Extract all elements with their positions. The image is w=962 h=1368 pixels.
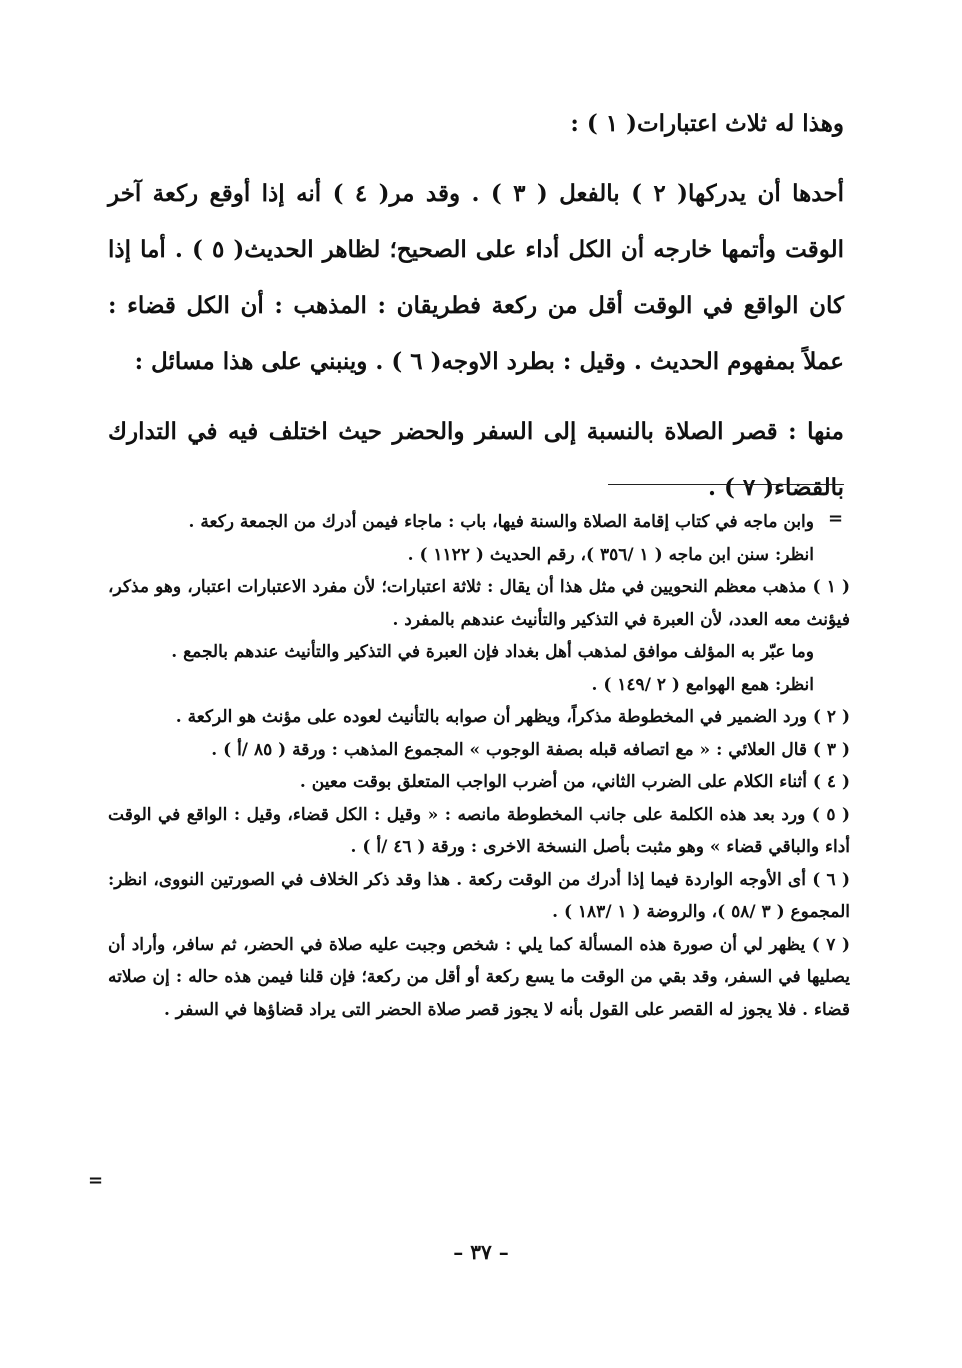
footnote-6: ( ٦ ) أى الأوجه الواردة فيما إذا أدرك من الوقت ركعة . هذا وقد ذكر الخلاف في الصورتين النووى، انظر: المجموع ( ٣ /٥٨ )، والروضة ( ١ /١٨٣ ) .	[108, 869, 850, 922]
footnote-1-reference: انظر: همع الهوامع ( ٢ /١٤٩ ) .	[591, 674, 814, 695]
footnotes	[108, 506, 850, 1026]
footnote-continued-line-2: انظر: سنن ابن ماجه ( ١ /٣٥٦ )، رقم الحديث ( ١١٢٢ ) .	[407, 544, 814, 565]
footnote-2: ( ٢ ) ورد الضمير في المخطوطة مذكراً، ويظهر أن صوابه بالتأنيث لعوده على مؤنث هو الركعة .	[175, 707, 850, 727]
footnote-5: ( ٥ ) ورد بعد هذه الكلمة على جانب المخطوطة مانصه : « وقيل : الكل قضاء، وقيل : الواقع في الوقت أداء والباقي قضاء » وهو مثبت بأصل النسخة الاخرى : ورقة ( ٤٦ /أ ) .	[108, 804, 850, 857]
paragraph-first-consideration: أحدها أن يدركها( ٢ ) بالفعل ( ٣ ) . وقد مر( ٤ ) أنه إذا أوقع ركعة آخر الوقت وأتمها خارجه أن الكل أداء على الصحيح؛ لظاهر الحديث( ٥ ) . أما إذا كان الواقع في الوقت أقل من ركعة فطريقان : المذهب : أن الكل قضاء : عملاً بمفهوم الحديث . وقيل : بطرد الاوجه( ٦ ) . وينبني على هذا مسائل :	[108, 180, 844, 375]
footnote-divider	[608, 484, 844, 485]
footnote-7: ( ٧ ) يظهر لي أن صورة هذه المسألة كما يلي : شخص وجبت عليه صلاة في الحضر، ثم سافر، وأراد أن يصليها في السفر، وقد بقي من الوقت ما يسع ركعة أو أقل من ركعة؛ فإن قلنا فيمن هذه حاله : إن صلاته قضاء . فلا يجوز له القصر على القول بأنه لا يجوز قصر صلاة الحضر التى يراد قضاؤها في السفر .	[108, 934, 850, 1020]
footnote-4: ( ٤ ) أثناء الكلام على الضرب الثاني، من أضرب الواجب المتعلق بوقت معين .	[299, 772, 850, 792]
page-number: – ٣٧ –	[453, 1240, 509, 1264]
continuation-mark-top: =	[828, 508, 844, 529]
footnote-3: ( ٣ ) قال العلائي : « مع اتصافه قبله بصفة الوجوب » المجموع المذهب : ورقة ( ٨٥ /أ ) .	[211, 739, 850, 760]
continuation-mark-bottom: =	[88, 1170, 104, 1191]
main-text	[108, 96, 844, 516]
intro-line: وهذا له ثلاث اعتبارات( ١ ) :	[570, 110, 844, 137]
footnote-1: ( ١ ) مذهب معظم النحويين في مثل هذا أن يقال : ثلاثة اعتبارات؛ لأن مفرد الاعتبارات اعتبار، وهو مذكر، فيؤنث معه العدد، لأن العبرة في التذكير والتأنيث عندهم بالمفرد .	[108, 577, 851, 630]
footnote-1-continued: وما عبّر به المؤلف موافق لمذهب أهل بغداد فإن العبرة في التذكير والتأنيث عندهم بالجمع .	[171, 642, 814, 662]
paragraph-issues: منها : قصر الصلاة بالنسبة إلى السفر والحضر حيث اختلف فيه في التدارك بالقضاء( ٧ ) .	[108, 418, 844, 501]
footnote-continued-line-1: وابن ماجه في كتاب إقامة الصلاة والسنة فيها، باب : ماجاء فيمن أدرك من الجمعة ركعة .	[188, 512, 814, 532]
